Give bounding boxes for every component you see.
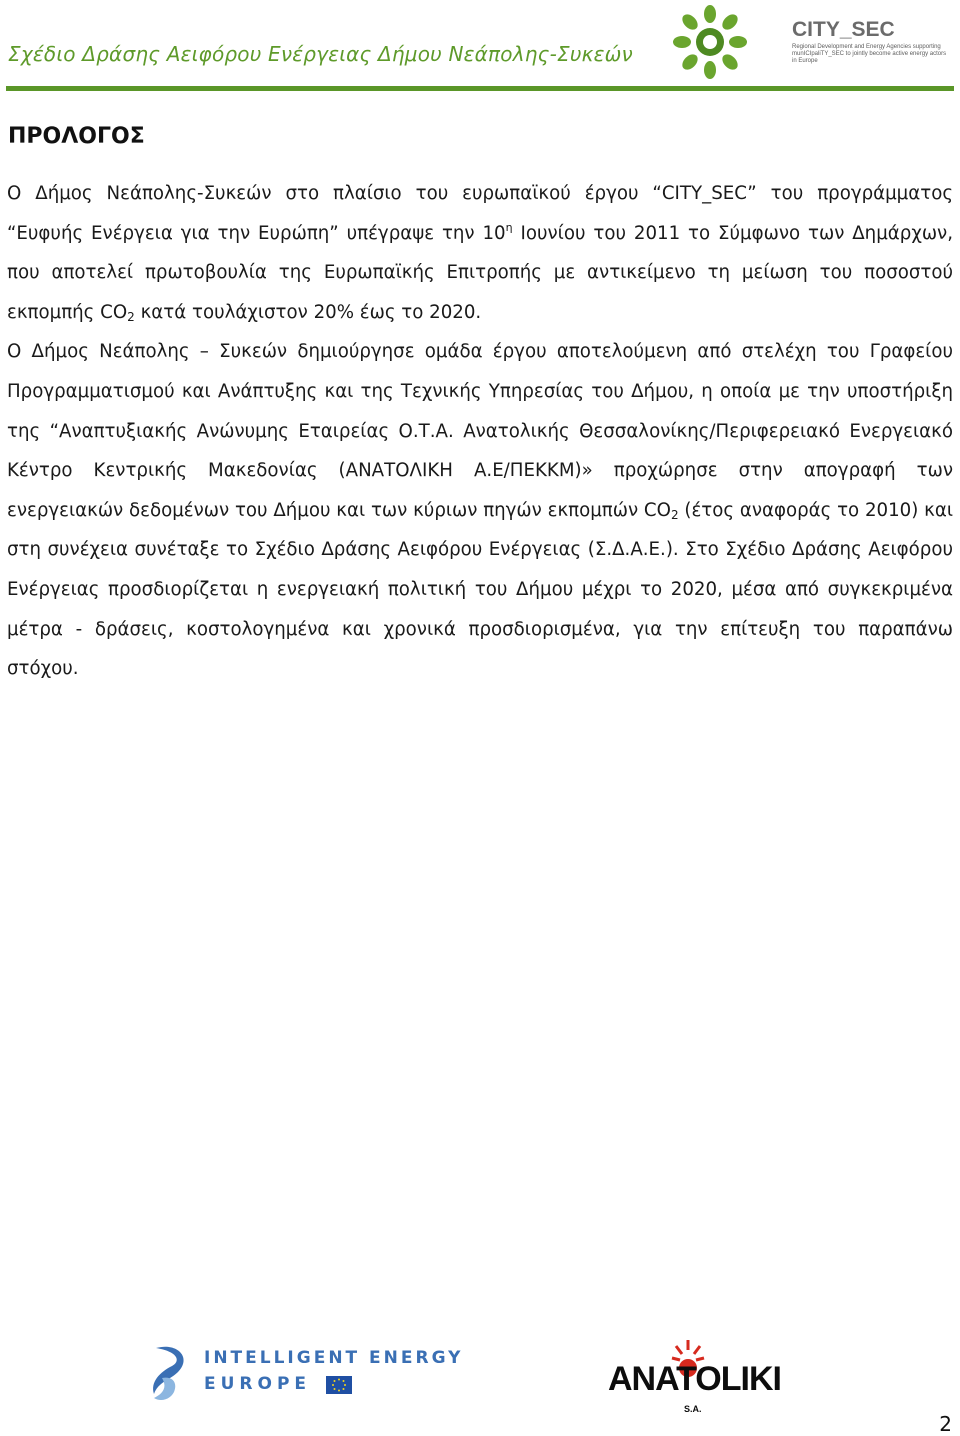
- superscript: η: [505, 220, 513, 234]
- paragraph-1-text-cont: Ιουνίου του 2011 το Σύμφωνο των Δημάρχων, που αποτελεί πρωτοβουλία της Ευρωπαϊκής Επιτροπής με αντικείμενο τη μείωση του ποσοστού εκπομπής CO: [7, 222, 953, 323]
- ie-logo-line2: EUROPE: [204, 1374, 312, 1394]
- paragraph-1-text: Ο Δήμος Νεάπολης-Συκεών στο πλαίσιο του ευρωπαϊκού έργου “CITY_SEC” του προγράμματος “Ευφυής Ενέργεια για την Ευρώπη” υπέγραψε την 10: [7, 183, 953, 244]
- subscript: 2: [670, 507, 679, 522]
- header-divider: [6, 86, 954, 91]
- sunflower-icon: [672, 4, 748, 80]
- anatoliki-logo: [604, 1338, 781, 1422]
- paragraph-1-text-end: κατά τουλάχιστον 20% έως το 2020.: [134, 301, 482, 323]
- section-heading: ΠΡΟΛΟΓΟΣ: [8, 124, 145, 149]
- paragraph-2-text-end: (έτος αναφοράς το 2010) και στη συνέχεια συνέταξε το Σχέδιο Δράσης Αειφόρου Ενέργειας (Σ.Δ.Α.Ε.). Στο Σχέδιο Δράσης Αειφόρου Ενέργειας προσδιορίζεται η ενεργειακή πολιτική του Δήμου μέχρι το 2020, μέσα από συγκεκριμένα μέτρα - δράσεις, κοστολογημένα και χρονικά προσδιορισμένα, για την επίτευξη του παραπάνω στόχου.: [7, 499, 953, 680]
- logo-tagline: Regional Development and Energy Agencies supporting munICIpaliTY_SEC to jointly become active energy actors in Europe: [792, 44, 947, 64]
- anatoliki-wordmark: ANATOLIKI: [608, 1360, 781, 1398]
- logo-name: CITY_SEC: [792, 18, 895, 41]
- paragraph-2-text: Ο Δήμος Νεάπολης – Συκεών δημιούργησε ομάδα έργου αποτελούμενη από στελέχη του Γραφείου Προγραμματισμού και Ανάπτυξης και της Τεχνικής Υπηρεσίας του Δήμου, η οποία με την υποστήριξη της “Αναπτυξιακής Ανώνυμης Εταιρείας Ο.Τ.Α. Ανατολικής Θεσσαλονίκης/Περιφερειακό Ενεργειακό Κέντρο Κεντρικής Μακεδονίας (ΑΝΑΤΟΛΙΚΗ Α.Ε/ΠΕΚΚΜ)» προχώρησε στην απογραφή των ενεργειακών δεδομένων του Δήμου και των κύριων πηγών εκπομπών CO: [7, 341, 953, 521]
- subscript: 2: [127, 309, 135, 324]
- page-number: 2: [939, 1412, 952, 1436]
- body-text: [7, 174, 953, 689]
- anatoliki-sa: S.A.: [684, 1404, 702, 1414]
- paragraph-2: [7, 332, 953, 688]
- ie-logo-line1: INTELLIGENT ENERGY: [204, 1348, 464, 1368]
- document-header-title: Σχέδιο Δράσης Αειφόρου Ενέργειας Δήμου Νεάπολης-Συκεών: [8, 42, 633, 66]
- swoosh-icon: [148, 1342, 198, 1404]
- eu-flag-icon: [326, 1376, 352, 1394]
- intelligent-energy-europe-logo: [148, 1338, 468, 1408]
- paragraph-1: [7, 174, 953, 332]
- city-sec-logo: [672, 4, 952, 80]
